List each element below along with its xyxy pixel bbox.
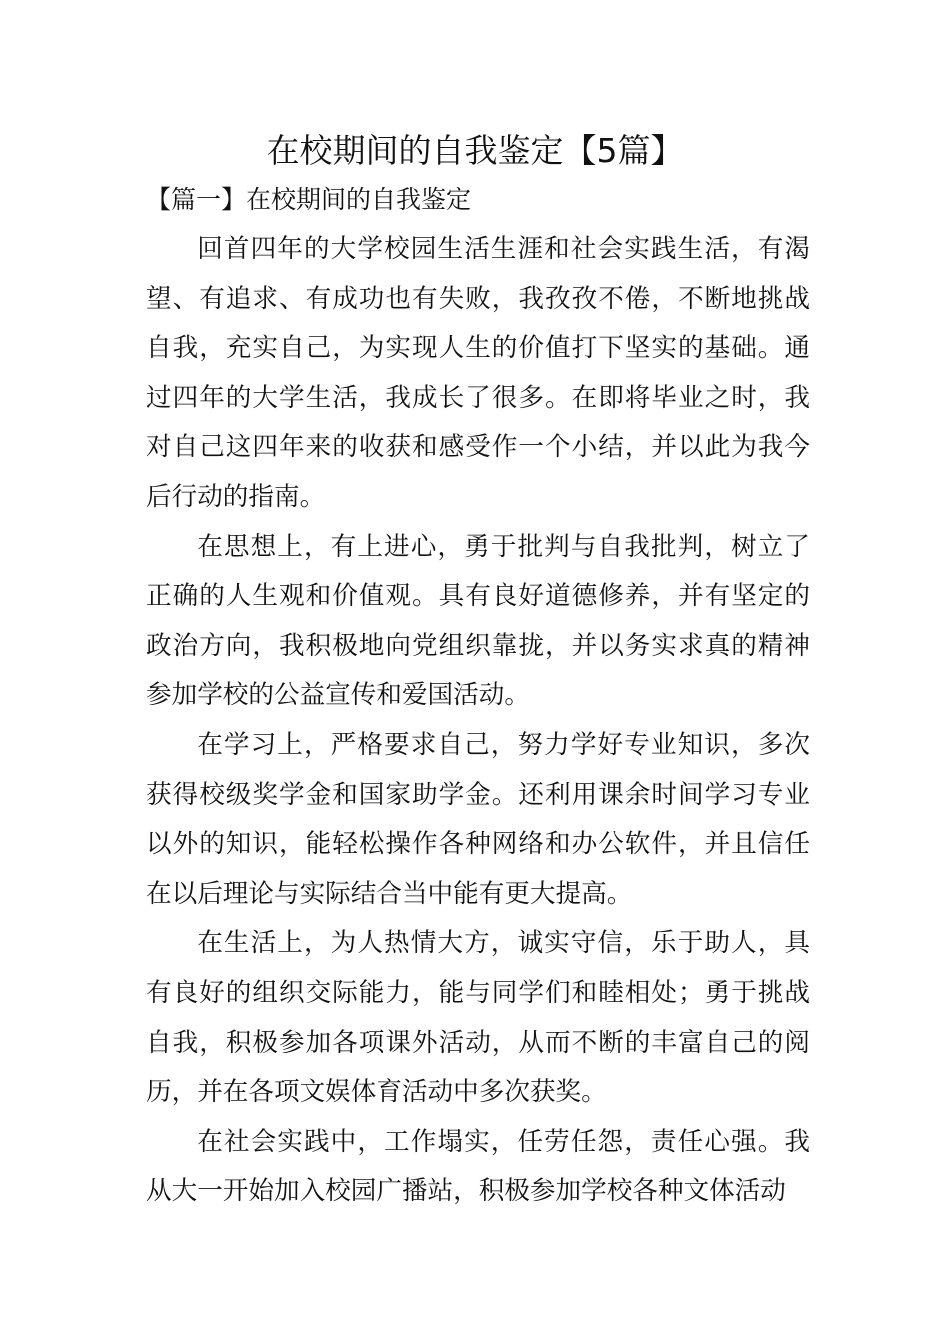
document-title: 在校期间的自我鉴定【5篇】 <box>266 131 684 170</box>
section-heading: 【篇一】在校期间的自我鉴定 <box>146 185 472 214</box>
paragraph-1: 回首四年的大学校园生活生涯和社会实践生活，有渴望、有追求、有成功也有失败，我孜孜不倦，不断地挑战自我，充实自己，为实现人生的价值打下坚实的基础。通过四年的大学生活，我成长了很多。在即将毕业之时，我对自己这四年来的收获和感受作一个小结，并以此为我今后行动的指南。 <box>146 234 810 512</box>
paragraph-5: 在社会实践中，工作塌实，任劳任怨，责任心强。我从大一开始加入校园广播站，积极参加学校各种文体活动 <box>146 1126 810 1207</box>
paragraph-2: 在思想上，有上进心，勇于批判与自我批判，树立了正确的人生观和价值观。具有良好道德修养，并有坚定的政治方向，我积极地向党组织靠拢，并以务实求真的精神参加学校的公益宣传和爱国活动。 <box>146 531 810 711</box>
paragraph-3: 在学习上，严格要求自己，努力学好专业知识，多次获得校级奖学金和国家助学金。还利用课余时间学习专业以外的知识，能轻松操作各种网络和办公软件，并且信任在以后理论与实际结合当中能有更大提高。 <box>146 729 810 909</box>
document-body <box>146 225 810 1217</box>
paragraph-4: 在生活上，为人热情大方，诚实守信，乐于助人，具有良好的组织交际能力，能与同学们和睦相处；勇于挑战自我，积极参加各项课外活动，从而不断的丰富自己的阅历，并在各项文娱体育活动中多次获奖。 <box>146 928 810 1108</box>
